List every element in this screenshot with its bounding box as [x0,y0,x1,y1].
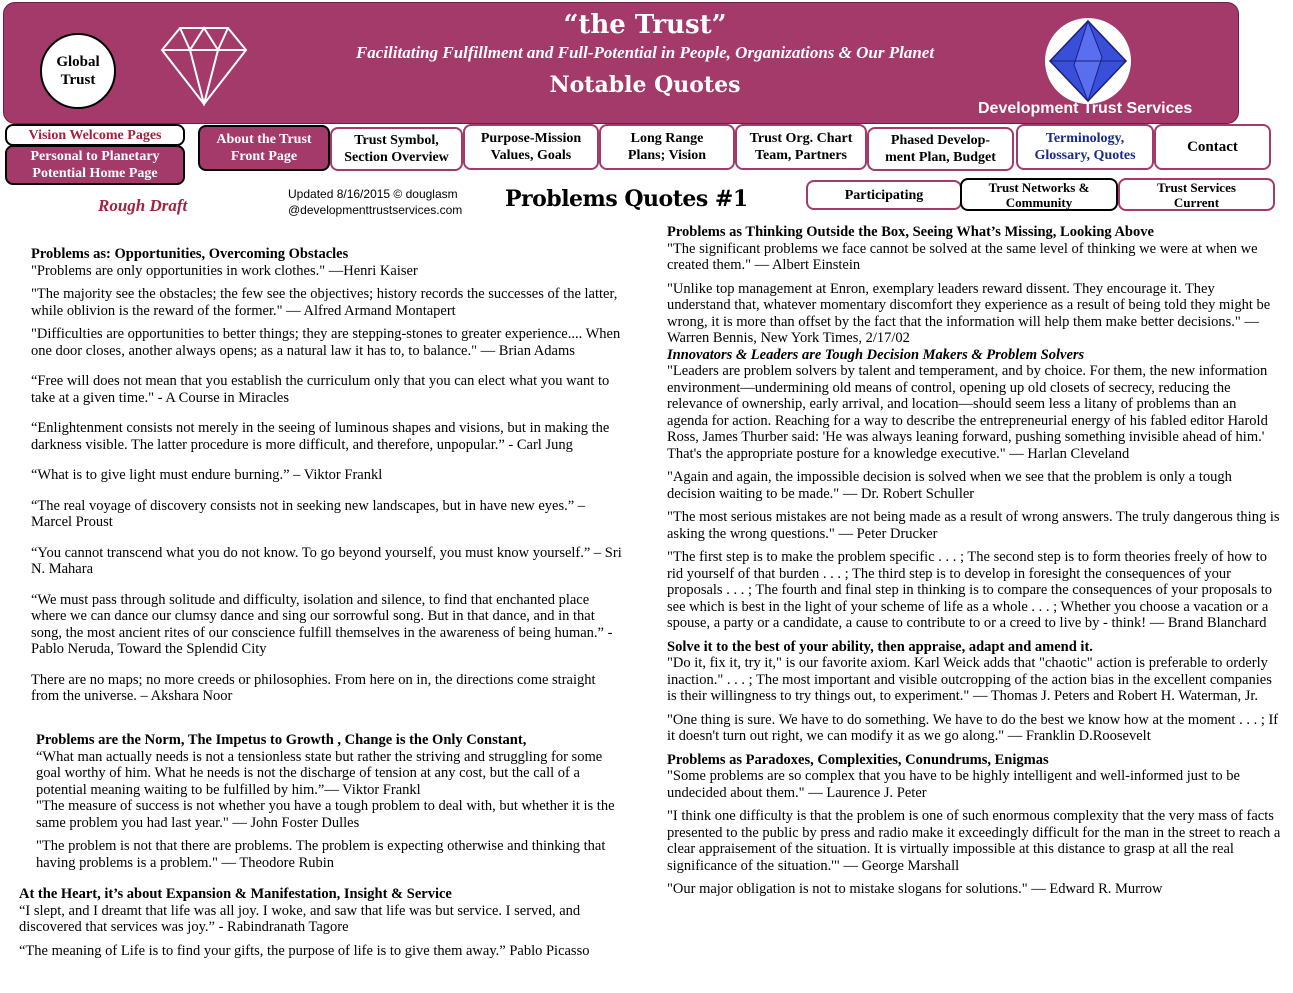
nav-contact[interactable] [1154,124,1271,170]
quote-text: "Our major obligation is not to mistake slogans for solutions." — Edward R. Murrow [667,881,1163,897]
spacer [31,413,625,420]
nav-label: Current [1173,194,1220,210]
quote-text: “Enlightenment consists not merely in the seeing of luminous shapes and visions, but in making the darkness visible. The latter procedure is more difficult, and therefore, unpopular.” - Carl Jung [31,420,610,453]
nav-label: Trust Symbol, [354,133,439,148]
nav-phased-plan[interactable] [867,127,1014,171]
quote-text: "Again and again, the impossible decision is solved when we see that the problem is only a tough decision waiting to be made." — Dr. Robert Schuller [667,469,1232,502]
site-title: “the Trust” [563,10,727,40]
quote-text: "One thing is sure. We have to do something. We have to do the best we know how at the moment . . . ; If it doesn't turn out right, we can modify it as we go along." — Franklin D.Roosevelt [667,711,1279,744]
nav-label: About the Trust [216,132,312,147]
quote-text: "Difficulties are opportunities to better things; they are stepping-stones to greater experience.... When one door closes, another always opens; as a natural law it has to, to balance." — Brian Adams [31,326,621,359]
spacer [31,406,625,413]
nav-trust-networks[interactable] [960,178,1118,211]
nav-about-trust[interactable] [198,125,330,171]
quote-text: "The significant problems we face cannot be solved at the same level of thinking we were at when we created them." — Albert Einstein [667,240,1258,273]
nav-label: Phased Develop- [890,133,991,148]
section-heading: Problems as Thinking Outside the Box, Seeing What’s Missing, Looking Above [667,224,1154,240]
quote-text: “We must pass through solitude and difficulty, isolation and silence, to find that enchanted place where we can dance our clumsy dance and sing our sorrowful song. But in that dance, and in that song, the most ancient rites of our conscience fulfill themselves in the awareness of being human.” - Pablo Neruda, Toward the Splendid City [31,591,613,657]
spacer [31,460,625,467]
quote-text: "Do it, fix it, try it," is our favorite axiom. Karl Weick adds that "chaotic" action is preferable to orderly inaction." . . . ; The most important and visible outcropping of the action bias in the excellent companies is their willingness to try things out, to experiment." — Thomas J. Peters and Robert H. Waterman, Jr. [667,655,1272,704]
nav-terminology[interactable] [1016,124,1154,170]
spacer [31,538,625,545]
nav-label: Community [1005,194,1073,210]
quote-text: “I slept, and I dreamt that life was all joy. I woke, and saw that life was but service. I served, and discovered that services was joy.” - Rabindranath Tagore [19,902,581,935]
spacer [667,801,1281,808]
rough-draft-label: Rough Draft [98,196,188,215]
quote-text: "Leaders are problem solvers by talent and temperament, and by choice. For them, the new information environment—undermining old means of control, opening up old closets of secrecy, reducing the relevance of ownership, early arrival, and location—should seem less a litany of problems than an agenda for action. Reaching for a way to describe the entrepreneurial energy of his fabled editor Harold Ross, James Thurber said: 'He was always leaning forward, pushing something invisible ahead of him.' That's the appropriate posture for a knowledge executive." — Harlan Cleveland [667,363,1268,462]
quote-text: "The first step is to make the problem specific . . . ; The second step is to form theories freely of how to rid yourself of that burden . . . ; The third step is to develop in foresight the consequences of your proposals . . . ; The fourth and final step in thinking is to compare the consequences of your proposals to see which is best in the light of your scheme of life as a whole . . . ; Whether you choose a vacation or a spouse, a party or a candidate, a cause to contribute to or a creed to live by - think! — Brand Blanchard [667,549,1272,631]
spacer [36,831,626,838]
section-heading: Problems are the Norm, The Impetus to Growth , Change is the Only Constant, [36,732,527,748]
spacer [667,502,1281,509]
nav-label: Long Range [630,131,704,146]
left-column-norm [36,732,626,871]
spacer [31,359,625,366]
section-heading: Problems as Paradoxes, Complexities, Conundrums, Enigmas [667,751,1049,768]
nav-vision-welcome[interactable] [5,124,185,146]
section-heading: Innovators & Leaders are Tough Decision Makers & Problem Solvers [667,346,1085,363]
nav-label: Terminology, [1045,131,1125,146]
nav-org-chart[interactable] [735,124,867,170]
nav-label: Trust Services [1157,179,1236,195]
nav-participating[interactable] [806,180,962,210]
quote-text: "The majority see the obstacles; the few see the objectives; history records the successes of the latter, while oblivion is the reward of the former." — Alfred Armand Montapert [31,286,618,319]
logo-line1: Global [56,54,100,70]
nav-label: Section Overview [344,150,449,165]
logo-line2: Trust [60,72,96,88]
quote-text: “You cannot transcend what you do not know. To go beyond yourself, you must know yourself.” – Sri N. Mahara [31,544,622,577]
page-heading: Notable Quotes [549,72,741,98]
nav-label: Front Page [230,149,298,164]
nav-personal-home[interactable] [5,145,185,185]
nav-label: Personal to Planetary [30,149,160,164]
quote-text: "Unlike top management at Enron, exemplary leaders reward dissent. They encourage it. They understand that, whatever momentary discomfort they experience as a result of being told they might be wrong, it is more than offset by the fact that the information will help them make better decisions." — Warren Bennis, New York Times, 2/17/02 [667,280,1271,346]
quote-text: "The problem is not that there are problems. The problem is expecting otherwise and thinking that having problems is a problem." — Theodore Rubin [36,838,606,871]
spacer [31,531,625,538]
updated-line1: Updated 8/16/2015 © douglasm [288,187,458,201]
spacer [19,936,617,943]
nav-long-range[interactable] [599,124,735,170]
spacer [667,274,1281,281]
spacer [31,491,625,498]
quote-text: “The real voyage of discovery consists not in seeking new landscapes, but in have new eyes.” – Marcel Proust [31,497,586,530]
section-heading: Solve it to the best of your ability, then appraise, adapt and amend it. [667,638,1093,655]
spacer [31,665,625,672]
left-column-heart [19,886,617,959]
site-subtitle: Facilitating Fulfillment and Full-Potential in People, Organizations & Our Planet [355,43,935,62]
nav-label: Potential Home Page [32,166,158,181]
spacer [31,484,625,491]
left-column [31,246,625,712]
spacer [31,585,625,592]
quote-text: “The meaning of Life is to find your gifts, the purpose of life is to give them away.” Pablo Picasso [19,942,590,959]
updated-info [288,186,462,218]
spacer [31,279,625,286]
octahedron-icon [1042,17,1134,105]
quote-text: There are no maps; no more creeds or philosophies. From here on in, the directions come straight from the universe. – Akshara Noor [31,671,596,704]
quote-text: "Problems are only opportunities in work clothes." —Henri Kaiser [31,262,418,279]
nav-label: ment Plan, Budget [885,150,996,165]
nav-label: Values, Goals [490,148,572,163]
spacer [31,366,625,373]
quote-text: “What man actually needs is not a tensionless state but rather the striving and struggling for some goal worthy of him. What he needs is not the discharge of tension at any cost, but the call of a potential meaning waiting to be fulfilled by him.”— Viktor Frankl [36,748,603,798]
nav-label: Purpose-Mission [480,131,582,146]
right-column [667,224,1281,898]
nav-label: Participating [844,187,924,203]
nav-label: Plans; Vision [627,148,707,163]
section-title: Problems Quotes #1 [505,186,748,212]
spacer [31,453,625,460]
nav-trust-services[interactable] [1118,178,1275,211]
spacer [667,745,1281,752]
quote-text: "The measure of success is not whether you have a tough problem to deal with, but whether it is the same problem you had last year." — John Foster Dulles [36,798,615,831]
quote-text: "I think one difficulty is that the problem is one of such enormous complexity that the very mass of facts presented to the public by press and radio make it exceedingly difficult for the man in the street to reach a clear appraisement of the situation. It is virtually impossible at this distance to grasp at all the real significance of the situation.'" — George Marshall [667,808,1281,874]
nav-purpose-mission[interactable] [463,124,599,170]
spacer [31,578,625,585]
spacer [31,319,625,326]
spacer [667,705,1281,712]
spacer [31,658,625,665]
global-trust-logo[interactable] [40,33,116,109]
nav-label: Trust Networks & [988,179,1090,195]
spacer [667,632,1281,639]
nav-label: Glossary, Quotes [1034,148,1136,163]
spacer [667,874,1281,881]
quote-text: “Free will does not mean that you establish the curriculum only that you can elect what you want to take at a given time." - A Course in Miracles [31,373,610,406]
nav-label: Contact [1187,138,1238,155]
updated-line2: @developmenttrustservices.com [288,203,463,217]
nav-label: Trust Org. Chart [749,131,853,146]
quote-text: "The most serious mistakes are not being made as a result of wrong answers. The truly dangerous thing is asking the wrong questions." — Peter Drucker [667,509,1280,542]
nav-trust-symbol[interactable] [330,127,463,171]
section-heading: Problems as: Opportunities, Overcoming Obstacles [31,246,349,262]
section-heading: At the Heart, it’s about Expansion & Manifestation, Insight & Service [19,886,452,902]
org-name: Development Trust Services [978,100,1193,117]
nav-label: Vision Welcome Pages [28,127,162,143]
spacer [667,462,1281,469]
quote-text: "Some problems are so complex that you have to be highly intelligent and well-informed just to be undecided about them." — Laurence J. Peter [667,768,1240,801]
quote-text: “What is to give light must endure burning.” – Viktor Frankl [31,467,383,483]
nav-label: Team, Partners [754,148,848,163]
spacer [31,705,625,712]
spacer [667,542,1281,549]
